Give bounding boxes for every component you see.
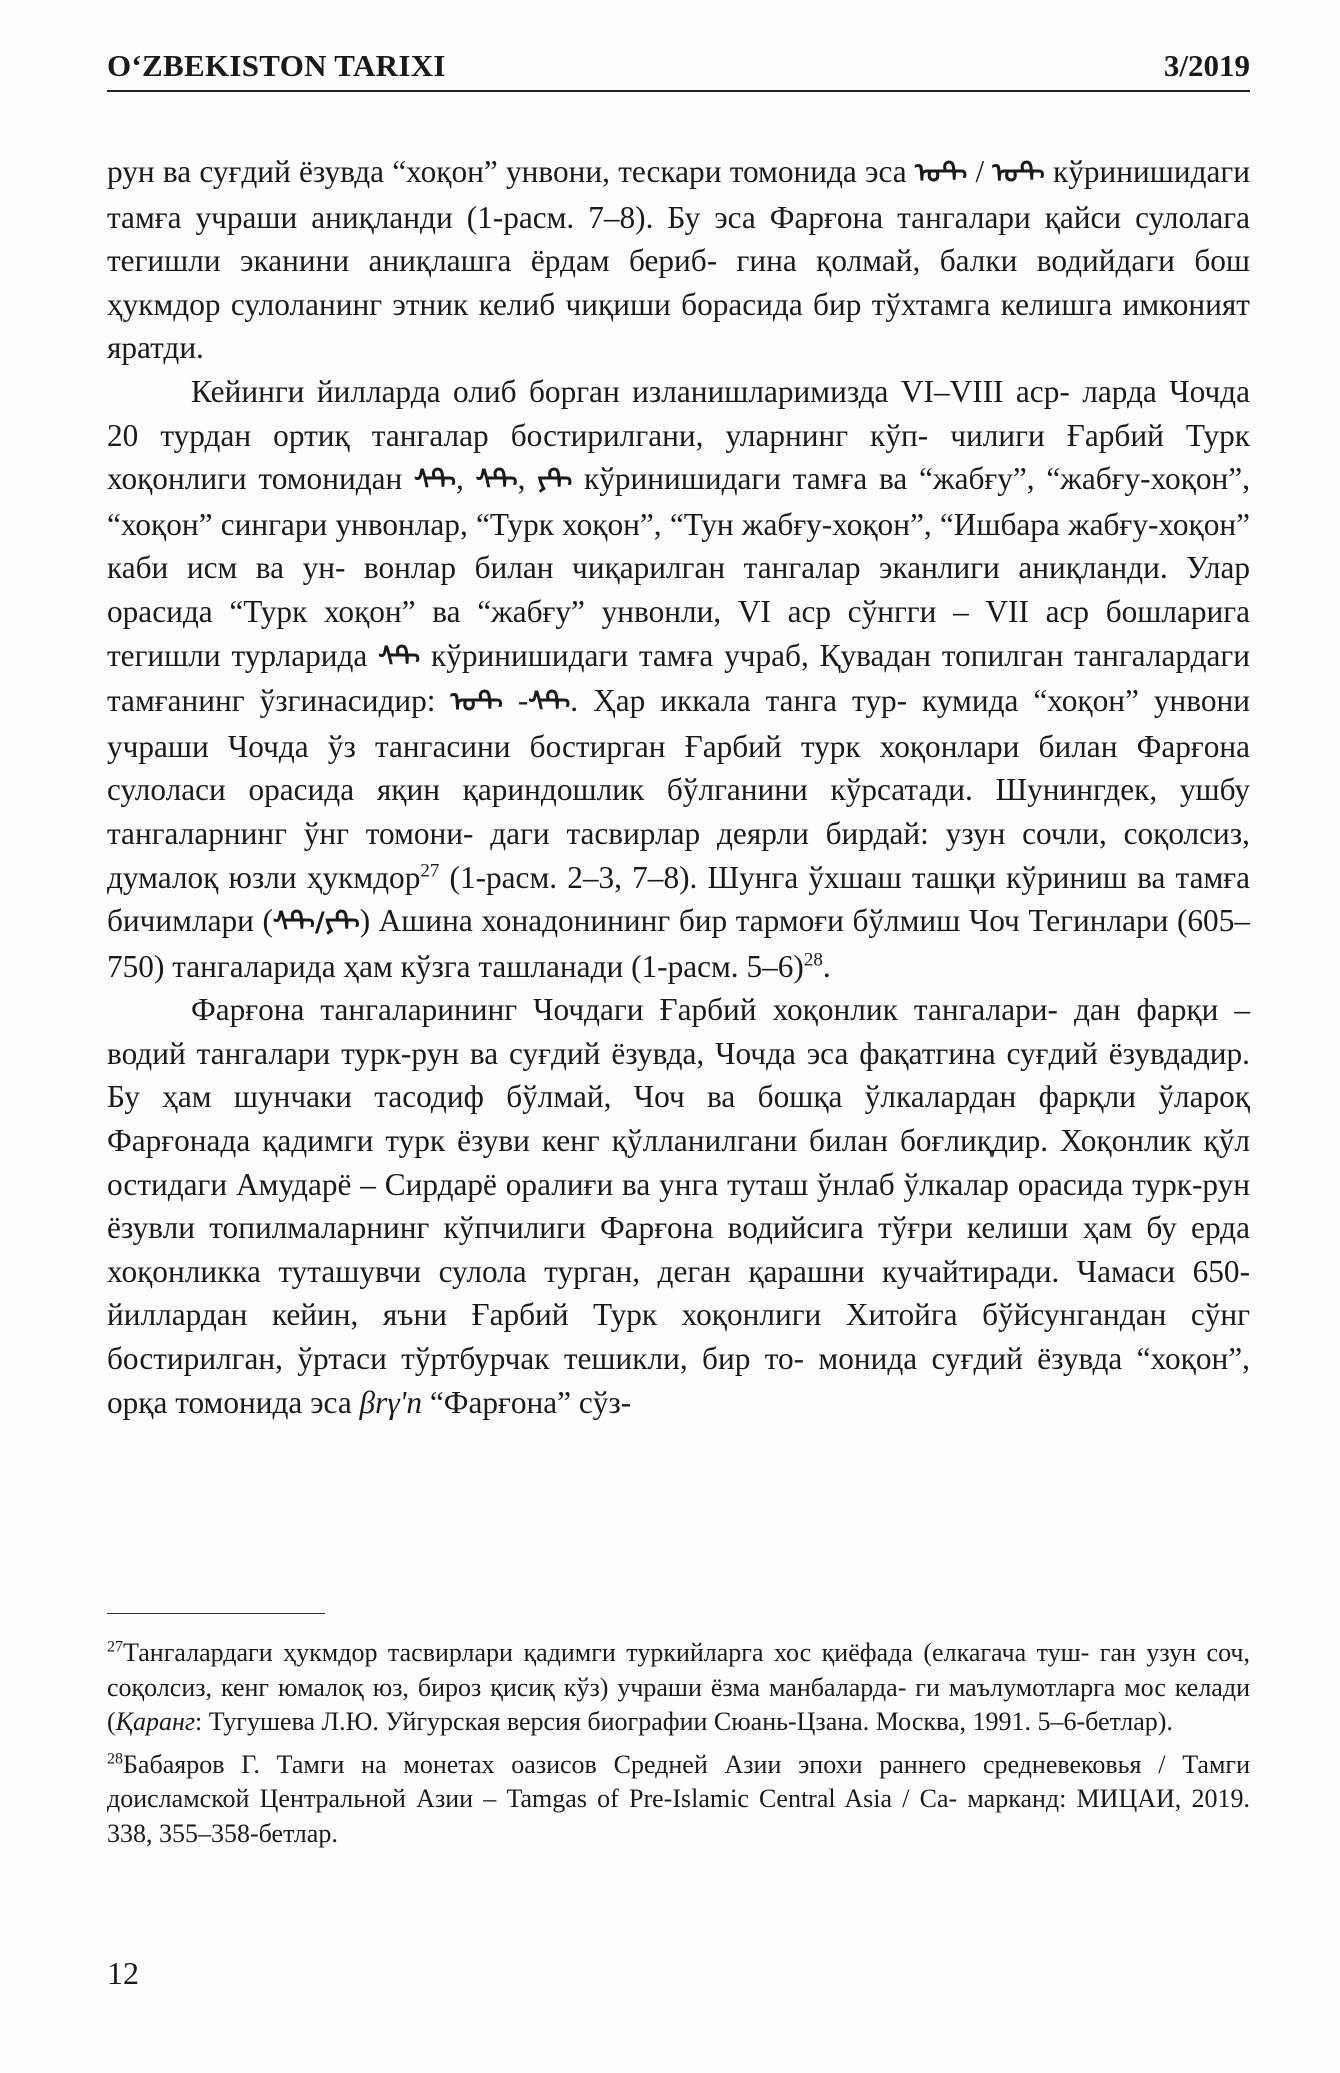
tamga-symbol-icon: ᠰᠲ: [414, 465, 457, 497]
tamga-symbol-icon: ᠤᠲ: [450, 687, 503, 719]
journal-title: O‘ZBEKISTON TARIXI: [107, 48, 446, 83]
tamga-symbol-icon: ᠶᠲ: [537, 465, 573, 497]
footnote-27: $^{27}$Тангалардаги ҳукмдор тасвирлари қадимги туркийларга хос қиёфада (елкагача туш- ган узун соч, соқолсиз, кенг юмалоқ юз, бироз қисиқ кўз) учраши ёзма манбаларда- ги маълумотларга мос келади (Қаранг: Тугушева Л.Ю. Уйгурская версия биографии Сюань-Цзана. Москва, 1991. 5–6-бетлар).: [107, 1638, 1250, 1736]
tamga-symbol-icon: ᠤᠲ: [914, 158, 968, 189]
tamga-symbol-icon: ᠰᠲ: [528, 687, 571, 719]
running-header: [107, 38, 1250, 92]
footnote-28: $^{28}$Бабаяров Г. Тамги на монетах оазисов Средней Азии эпохи раннего средневековья / Тамги доисламской Центральной Азии – Tamgas of Pre-Islamic Central Asia / Са- марканд: МИЦАИ, 2019. 338, 355–358-бетлар.: [107, 1749, 1250, 1848]
paragraph-1: рун ва суғдий ёзувда “хоқон” унвони, тескари томонида эса ᠤᠲ / ᠤᠲ кўринишидаги тамға учраши аниқланди (1-расм. 7–8). Бу эса Фарғона тангалари қайси сулолага тегишли эканини аниқлашга ёрдам бериб- гина қолмай, балки водийдаги бош ҳукмдор сулоланинг этник келиб чиқиши борасида бир тўхтамга келишга имконият яратди.: [107, 154, 1251, 366]
tamga-symbol-icon: ᠰᠲ/ᠶᠲ: [272, 907, 360, 939]
tamga-symbol-icon: ᠰᠲ: [378, 641, 421, 673]
paragraph-3: Фарғона тангаларининг Чочдаги Ғарбий хоқонлик тангалари- дан фарқи – водий тангалари турк-рун ва суғдий ёзувда, Чочда эса фақатгина суғдий ёзувдадир. Бу ҳам шунчаки тасодиф бўлмай, Чоч ва бошқа ўлкалардан фарқли ўлароқ Фарғонада қадимги турк ёзуви кенг қўлланилгани билан боғлиқдир. Хоқонлик қўл остидаги Амударё – Сирдарё оралиғи ва унга туташ ўнлаб ўлкалар орасида турк-рун ёзувли топилмаларнинг кўпчилиги Фарғона водийсига тўғри келиши ҳам бу ерда хоқонликка туташувчи сулола турган, деган қарашни кучайтиради. Чамаси 650- йиллардан кейин, яъни Ғарбий Турк хоқонлиги Хитойга бўйсунгандан сўнг бостирилган, ўртаси тўртбурчак тешикли, бир то- монида суғдий ёзувда “хоқон”, орқа томонида эса βrγ'n “Фарғона” сўз-: [107, 992, 1250, 1420]
page-number: 12: [107, 1955, 139, 1991]
footnote-ref-28[interactable]: 28: [803, 949, 823, 971]
footnotes: [107, 1636, 1250, 1859]
footnote-separator: [107, 1613, 325, 1614]
issue-number: 3/2019: [1163, 48, 1250, 83]
main-text: [107, 150, 1250, 1424]
tamga-symbol-icon: ᠰᠲ: [475, 465, 518, 497]
footnote-ref-27[interactable]: 27: [420, 860, 440, 882]
paragraph-2: Кейинги йилларда олиб борган изланишларимизда VI–VIII аср- ларда Чочда 20 турдан ортиқ тангалар бостирилгани, уларнинг кўп- чилиги Ғарбий Турк хоқонлиги томонидан ᠰᠲ, ᠰᠲ, ᠶᠲ кўринишидаги тамға ва “жабғу”, “жабғу-хоқон”, “хоқон” сингари унвонлар, “Турк хоқон”, “Тун жабғу-хоқон”, “Ишбара жабғу-хоқон” каби исм ва ун- вонлар билан чиқарилган тангалар эканлиги аниқланди. Улар орасида “Турк хоқон” ва “жабғу” унвонли, VI аср сўнгги – VII аср бошларига тегишли турларида ᠰᠲ кўринишидаги тамға учраб, Қувадан топилган тангалардаги тамғанинг ўзгинасидир: ᠤᠲ -ᠰᠲ. Ҳар иккала танга тур- кумида “хоқон” унвони учраши Чочда ўз тангасини бостирган Ғарбий турк хоқонлари билан Фарғона сулоласи орасида яқин қариндошлик бўлганини кўрсатади. Шунингдек, ушбу тангаларнинг ўнг томони- даги тасвирлар деярли бирдай: узун сочли, соқолсиз, думалоқ юзли ҳукмдор$^{27}$ (1-расм. 2–3, 7–8). Шунга ўхшаш ташқи кўриниш ва тамға бичимлари (ᠰᠲ/ᠶᠲ) Ашина хонадонининг бир тармоғи бўлмиш Чоч Тегинлари (605–750) тангаларида ҳам кўзга ташланади (1-расм. 5–6)$^{28}$.: [107, 373, 1251, 984]
tamga-symbol-icon: ᠤᠲ: [992, 158, 1045, 189]
